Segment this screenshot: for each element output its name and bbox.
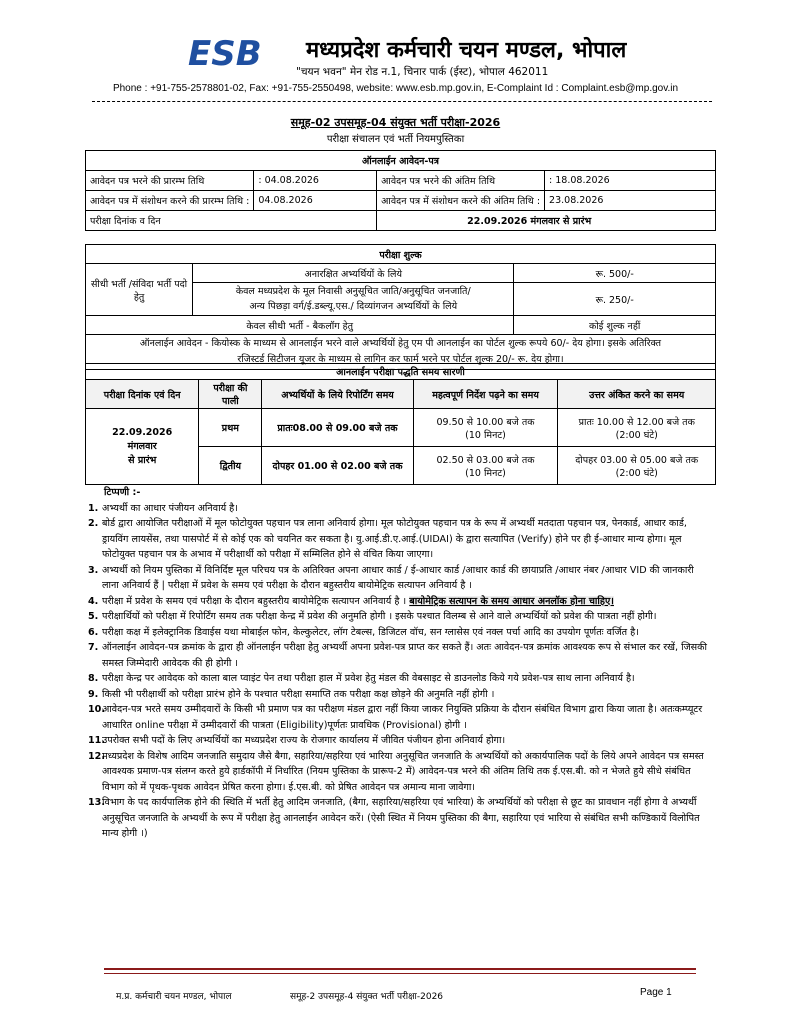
esb-logo [186, 36, 298, 70]
schedule-col-shift: परीक्षा की पाली [199, 380, 262, 409]
start-date-value: : 04.08.2026 [254, 171, 377, 191]
note-text: विभाग के पद कार्यपालिक होने की स्थिति में भर्ती हेतु आदिम जनजाति, (बैगा, सहारिया/सहरिया एवं भारिया) के अभ्यर्थियों को परीक्षा से छूट का प्रावधान नहीं होगा वे अभ्यर्थी अनुसूचित जनजाति के अभ्यर्थी के रूप में परीक्षा हेतु आनलाईन आवेदन करें। (ऐसी स्थित में नियम पुस्तिका की बैगा, सहारिया एवं भारिया से संबंधित सभी कण्डिकायें विलोपित मान्य होगी ।) [102, 797, 700, 839]
schedule-col-answer: उत्तर अंकित करने का समय [558, 380, 716, 409]
fee-table [85, 244, 716, 370]
footer-exam: समूह-2 उपसमूह-4 संयुक्त भर्ती परीक्षा-2026 [290, 992, 444, 1002]
doc-title: समूह-02 उपसमूह-04 संयुक्त भर्ती परीक्षा-2026 [290, 116, 501, 129]
list-item [88, 594, 712, 610]
start-date-label: आवेदन पत्र भरने की प्रारम्भ तिथि [86, 171, 254, 191]
note-text: अभ्यर्थी को नियम पुस्तिका में विनिर्दिष्ट मूल परिचय पत्र के अतिरिक्त अपना आधार कार्ड / ई-आधार कार्ड /आधार कार्ड की छायाप्रति /आधार नंबर /आधार VID की जानकारी लाना अनिवार्य हैं | परीक्षा में प्रवेश के समय एवं परीक्षा के दौरान बहुस्तरीय बायोमेट्रिक सत्यापन अनिवार्य है । [102, 564, 694, 591]
list-item [88, 733, 712, 749]
table-row-answer-time: दोपहर 03.00 से 05.00 बजे तक [575, 454, 699, 466]
table-row-answer-duration: (2:00 घंटे) [615, 429, 658, 441]
schedule-col-instructions: महत्वपूर्ण निर्देश पढ़ने का समय [413, 380, 558, 409]
list-item [88, 687, 712, 703]
exam-schedule-table [85, 363, 716, 485]
list-item [88, 501, 712, 517]
note-text: किसी भी परीक्षार्थी को परीक्षा प्रारंभ होने के पश्चात परीक्षा समाप्ति तक परीक्षा कक्ष छोड़ने की अनुमति नहीं होगी । [102, 688, 495, 700]
correction-end-label: आवेदन पत्र में संशोधन करने की अंतिम तिथि : [377, 191, 545, 211]
schedule-day: मंगलवार [127, 440, 157, 452]
note-text: अभ्यर्थी का आधार पंजीयन अनिवार्य है। [102, 502, 238, 514]
fee-row3-category: केवल सीधी भर्ती - बैकलॉग हेतु [86, 316, 514, 335]
fee-row2-category-line2: अन्य पिछड़ा वर्ग/ई.डब्ल्यू.एस./ दिव्यांगजन अभ्यर्थियों के लिये [249, 301, 458, 312]
schedule-heading: आनलाईन परीक्षा पद्धति समय सारणी [86, 364, 716, 380]
fee-row1-amount: रू. 500/- [514, 264, 716, 283]
list-item [88, 625, 712, 641]
schedule-start: से प्रारंभ [128, 454, 157, 466]
list-item [88, 516, 712, 563]
footer-rule-thin [104, 973, 696, 974]
note-number: 13. [88, 797, 105, 808]
note-number: 4. [88, 595, 99, 607]
correction-end-value: 23.08.2026 [545, 191, 716, 211]
note-text: परीक्षा में प्रवेश के समय एवं परीक्षा के दौरान बहुस्तरीय बायोमेट्रिक सत्यापन अनिवार्य है । [102, 595, 407, 607]
fee-heading: परीक्षा शुल्क [86, 245, 716, 264]
note-highlight: बायोमेट्रिक सत्यापन के समय आधार अनलॉक होना चाहिए। [409, 595, 614, 607]
notes-section [88, 485, 712, 842]
end-date-value: : 18.08.2026 [545, 171, 716, 191]
note-text: ऑनलाईन आवेदन-पत्र क्रमांक के द्वारा ही ऑनलाईन परीक्षा हेतु अभ्यर्थी अपना प्रवेश-पत्र प्राप्त कर सकते हैं। अतः आवेदन-पत्र क्रमांक आवश्यक रूप से संभाल कर रखें, जिसकी समस्त जिम्मेदारी आवेदक की ही होगी । [102, 642, 708, 669]
note-text: परीक्षार्थियों को परीक्षा में रिपोर्टिंग समय तक परीक्षा केन्द्र में प्रवेश की अनुमति होगी । इसके पश्चात विलम्ब से आने वाले अभ्यर्थियों को प्रवेश की पात्रता नहीं होगी। [102, 611, 657, 622]
org-contact: Phone : +91-755-2578801-02, Fax: +91-755-2550498, website: www.esb.mp.gov.in, E-Complaint Id : Complaint.esb@mp.gov.in [112, 83, 679, 94]
note-text: परीक्षा कक्ष में इलेक्ट्रानिक डिवाईस यथा मोबाईल फोन, केल्कुलेटर, लॉग टेबल्स, डिजिटल वॉच, सन ग्लासेस एवं नक्ल पर्चा आदि का उपयोग पूर्णतः वर्जित है। [102, 626, 639, 638]
note-text: मध्यप्रदेश के विशेष आदिम जनजाति समुदाय जैसे बैगा, सहारिया/सहरिया एवं भारिया अनुसूचित जनजाति के अभ्यर्थियों को अकार्यपालिक पदों के लिये अपने आवेदन पत्र समस्त आवश्यक प्रमाण-पत्र संलग्न करते हुये हार्डकॉपी में निर्धारित (नियम पुस्तिका के प्रारूप-2 में) आवेदन-पत्र भरने की अंतिम तिथि तक ई.एस.बी. को न भेजते हुये सीधे संबंधित विभाग को में पृथक-पृथक आवेदन प्रेषित करना होगा। ई.एस.बी. को प्रेषित आवेदन पत्र अमान्य माना जावेगा। [102, 750, 704, 793]
fee-post-type: सीधी भर्ती /संविदा भर्ती पदो हेतु [86, 264, 193, 316]
doc-subtitle: परीक्षा संचालन एवं भर्ती नियमपुस्तिका [326, 134, 465, 145]
correction-start-label: आवेदन पत्र में संशोधन करने की प्रारम्भ तिथि : [86, 191, 254, 211]
table-row-answer-duration: (2:00 घंटे) [615, 467, 658, 479]
table-row-shift: द्वितीय [199, 447, 262, 485]
note-number: 1. [88, 502, 99, 514]
schedule-col-reporting: अभ्यर्थियों के लिये रिपोर्टिंग समय [262, 380, 413, 409]
end-date-label: आवेदन पत्र भरने की अंतिम तिथि [377, 171, 545, 191]
note-text: बोर्ड द्वारा आयोजित परीक्षाओं में मूल फोटोयुक्त पहचान पत्र लाना अनिवार्य होगा। मूल फोटोयुक्त पहचान पत्र के रूप में अभ्यर्थी मतदाता पहचान पत्र, पेनकार्ड, आधार कार्ड, ड्रायविंग लायसेंस, तथा पासपोर्ट में से कोई एक को चयनित कर सकता है। यु.आई.डी.ए.आई.(UIDAI) के द्वारा सत्यापित (Verify) होने पर ही ई-आधार मान्य होगा। मूल फोटोयुक्त पहचान पत्र के अभाव में परीक्षार्थी को परीक्षा में सम्मिलित होने से वंचित किया जाएगा। [102, 518, 687, 560]
note-number: 7. [88, 642, 99, 653]
note-text: उपरोक्त सभी पदों के लिए अभ्यर्थियों का मध्यप्रदेश राज्य के रोजगार कार्यालय में जीवित पंजीयन होना अनिवार्य होगा। [102, 735, 506, 746]
note-number: 11. [88, 735, 105, 746]
portal-fee-note-line1: ऑनलाईन आवेदन - कियोस्क के माध्यम से आनलाईन भरने वाले अभ्यर्थियों हेतु एम पी आनलाईन का पोर्टल शुल्क रूपये 60/- देय होगा। इसके अतिरिक्त [139, 338, 662, 349]
note-text: आवेदन-पत्र भरते समय उम्मीदवारों के किसी भी प्रमाण पत्र का परीक्षण मंडल द्वारा नहीं किया जाकर नियुक्ति प्रक्रिया के दौरान संबंधित विभाग द्वारा किया जाता है। अतःकम्प्यूटर आधारित online परीक्षा में उम्मीदवारों की पात्रता (Eligibility)पूर्णतः प्रावधिक (Provisional) होगी । [102, 704, 703, 731]
portal-fee-note-line2: रजिस्टर्ड सिटीजन यूजर के माध्यम से लागिन कर फार्म भरने पर पोर्टल शुल्क 20/- रू. देय होगा। [237, 354, 564, 365]
schedule-col-date: परीक्षा दिनांक एवं दिन [86, 380, 199, 409]
schedule-date: 22.09.2026 [112, 426, 173, 438]
table-row-shift: प्रथम [199, 409, 262, 447]
fee-row2-category-line1: केवल मध्यप्रदेश के मूल निवासी अनुसूचित जाति/अनुसूचित जनजाति/ [235, 286, 471, 297]
table-row-reporting: दोपहर 01.00 से 02.00 बजे तक [262, 447, 413, 485]
fee-row3-amount: कोई शुल्क नहीं [514, 316, 716, 335]
footer-org: म.प्र. कर्मचारी चयन मण्डल, भोपाल [116, 992, 232, 1002]
note-number: 6. [88, 626, 99, 638]
online-form-heading: ऑनलाईन आवेदन-पत्र [86, 151, 716, 171]
table-row-reporting: प्रातः08.00 से 09.00 बजे तक [262, 409, 413, 447]
note-number: 2. [88, 518, 99, 529]
table-row-instr-duration: (10 मिनट) [465, 429, 506, 441]
note-number: 12. [88, 750, 105, 762]
fee-row1-category: अनारक्षित अभ्यर्थियों के लिये [193, 264, 514, 283]
footer-rule [104, 968, 696, 970]
fee-row2-amount: रू. 250/- [514, 283, 716, 316]
note-number: 9. [88, 688, 99, 700]
table-row-instr-time: 02.50 से 03.00 बजे तक [436, 454, 535, 466]
list-item [88, 640, 712, 671]
correction-start-value: 04.08.2026 [254, 191, 377, 211]
table-row-answer-time: प्रातः 10.00 से 12.00 बजे तक [578, 416, 695, 428]
list-item [88, 795, 712, 842]
note-text: परीक्षा केन्द्र पर आवेदक को काला बाल प्वाइंट पेन तथा परीक्षा हाल में प्रवेश हेतु मंडल की वेबसाइट से डाउनलोड किये गये प्रवेश-पत्र साथ लाना अनिवार्य है। [102, 673, 635, 684]
table-row-instr-duration: (10 मिनट) [465, 467, 506, 479]
note-number: 10. [88, 704, 105, 715]
online-application-table [85, 150, 716, 231]
exam-date-label: परीक्षा दिनांक व दिन [86, 211, 377, 231]
logo-text: ESB [188, 36, 262, 70]
list-item [88, 563, 712, 594]
notes-heading: टिप्पणी :- [104, 487, 141, 498]
list-item [88, 749, 712, 796]
header-divider [92, 101, 712, 102]
list-item [88, 609, 712, 625]
list-item [88, 702, 712, 733]
page-number: Page 1 [640, 987, 672, 998]
note-number: 8. [88, 673, 99, 684]
org-title: मध्यप्रदेश कर्मचारी चयन मण्डल, भोपाल [306, 38, 627, 63]
note-number: 5. [88, 611, 99, 622]
list-item [88, 671, 712, 687]
org-address: "चयन भवन" मेन रोड न.1, चिनार पार्क (ईस्ट), भोपाल 462011 [296, 66, 549, 78]
note-number: 3. [88, 564, 99, 576]
table-row-instr-time: 09.50 से 10.00 बजे तक [436, 416, 535, 428]
exam-date-value: 22.09.2026 मंगलवार से प्रारंभ [377, 211, 716, 231]
